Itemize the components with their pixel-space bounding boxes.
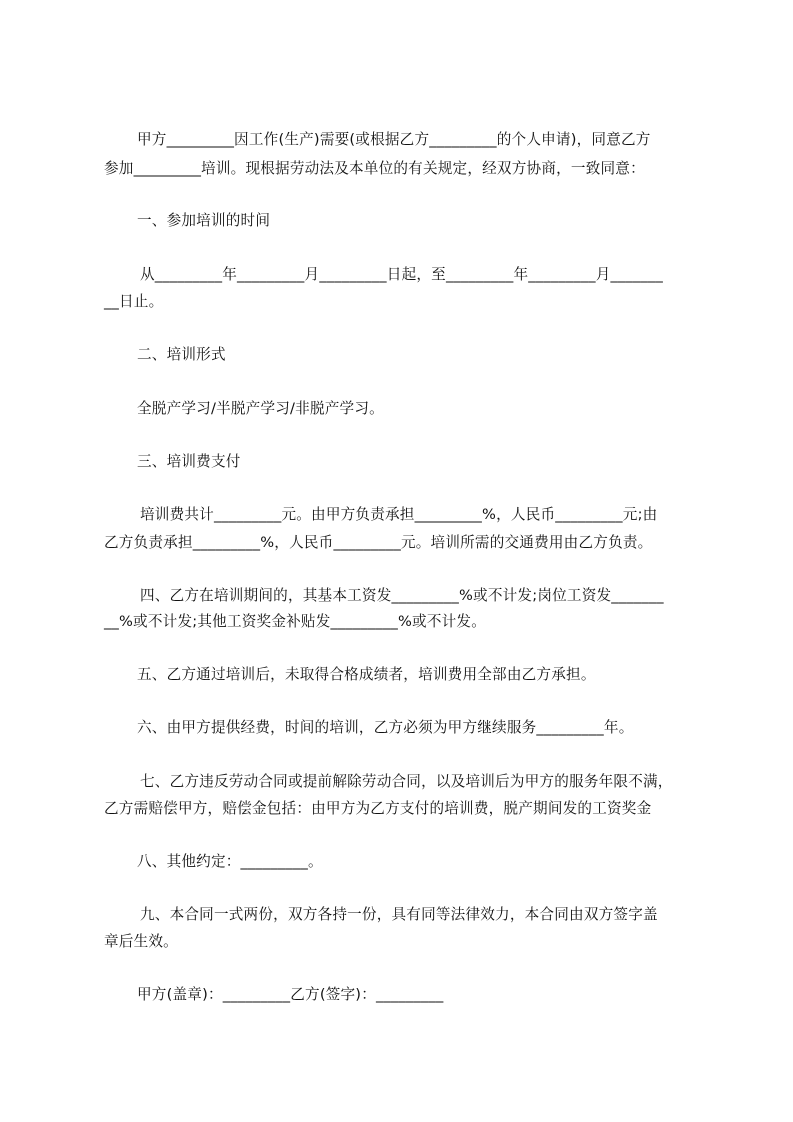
section-4-line-1: 四、乙方在培训期间的，其基本工资发_________%或不计发;岗位工资发_______	[140, 587, 664, 604]
section-7-line-1: 七、乙方违反劳动合同或提前解除劳动合同，以及培训后为甲方的服务年限不满，	[140, 773, 673, 790]
signature-line: 甲方(盖章)：_________乙方(签字)：_________	[137, 986, 444, 1003]
section-7-line-2: 乙方需赔偿甲方，赔偿金包括：由甲方为乙方支付的培训费，脱产期间发的工资奖金	[104, 800, 652, 817]
section-2-body: 全脱产学习/半脱产学习/非脱产学习。	[137, 400, 384, 417]
section-9-line-1: 九、本合同一式两份，双方各持一份，具有同等法律效力，本合同由双方签字盖	[140, 906, 658, 923]
section-3-line-1: 培训费共计_________元。由甲方负责承担_________%，人民币_________元;由	[140, 506, 658, 523]
section-4-line-2: __%或不计发;其他工资奖金补贴发_________%或不计发。	[104, 613, 487, 630]
section-6: 六、由甲方提供经费，时间的培训，乙方必须为甲方继续服务_________年。	[137, 719, 634, 736]
section-3-line-2: 乙方负责承担_________%，人民币_________元。培训所需的交通费用由乙方负责。	[104, 534, 653, 551]
section-2-heading: 二、培训形式	[137, 346, 226, 363]
intro-line-2: 参加_________培训。现根据劳动法及本单位的有关规定，经双方协商，一致同意：	[104, 160, 645, 177]
intro-line-1: 甲方_________因工作(生产)需要(或根据乙方_________的个人申请)，同意乙方	[137, 131, 651, 148]
section-3-heading: 三、培训费支付	[137, 453, 241, 470]
section-1-line-2: __日止。	[104, 293, 164, 310]
section-8: 八、其他约定：_________。	[137, 853, 323, 870]
section-1-line-1: 从_________年_________月_________日起，至_________年_________月_______	[140, 266, 663, 283]
section-9-line-2: 章后生效。	[104, 933, 178, 950]
section-5: 五、乙方通过培训后，未取得合格成绩者，培训费用全部由乙方承担。	[137, 666, 596, 683]
section-1-heading: 一、参加培训的时间	[137, 212, 271, 229]
